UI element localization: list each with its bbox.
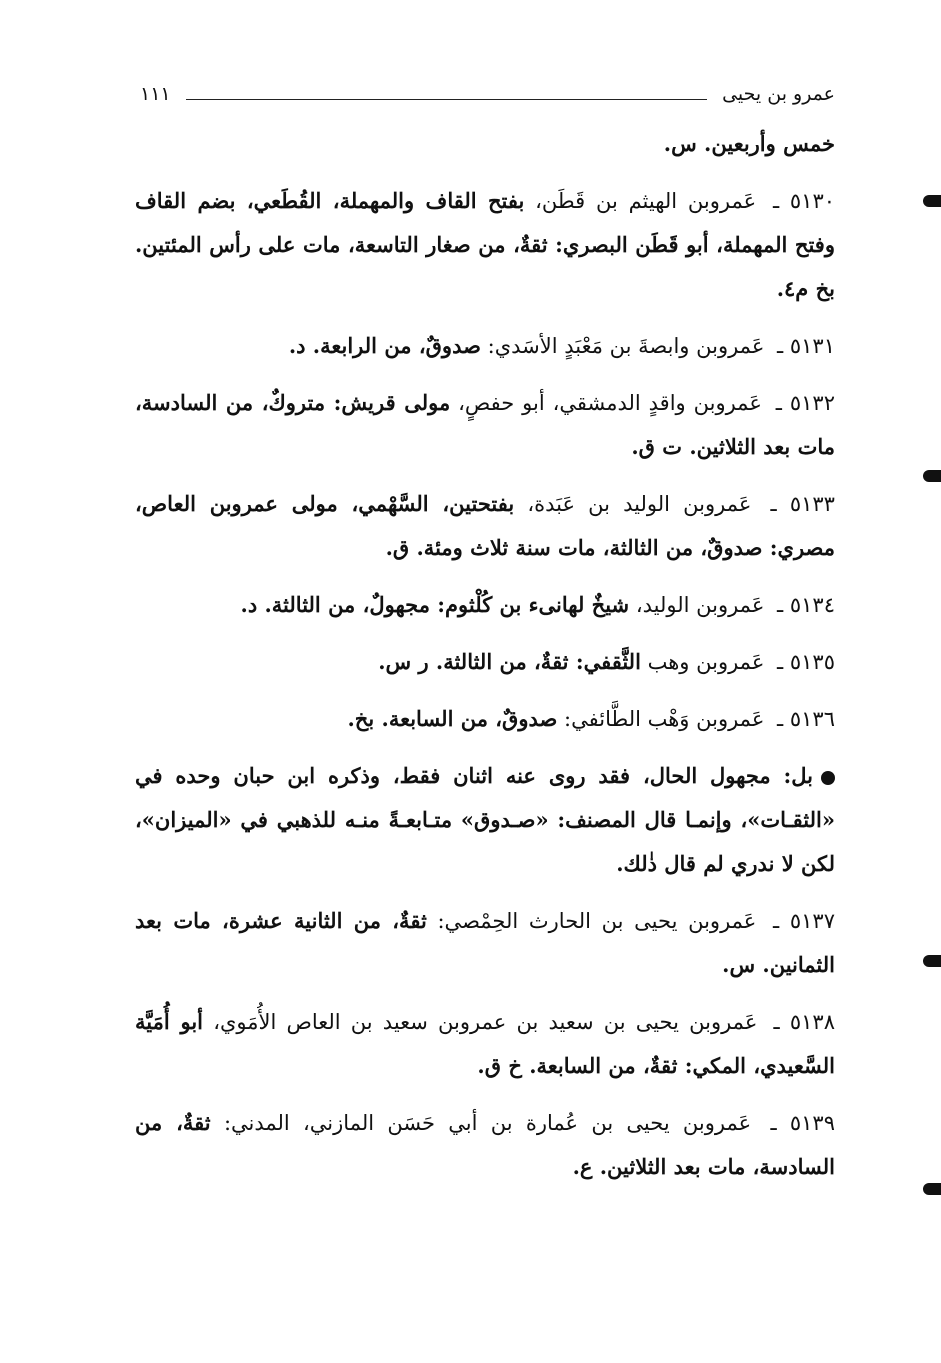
entry-text: صدوقٌ، من الرابعة. د. [288,333,481,358]
entry-5130 [135,179,835,311]
entry-number: ٥١٣٦ ـ [777,707,835,731]
entry-lead: عَمروبن يحيى بن سعيد بن عمروبن سعيد بن العاص الأُمَوي، [213,1010,758,1034]
entry-text: مولى قريش: متروكٌ، من السادسة، مات بعد الثلاثين. ت ق. [135,390,835,459]
entry-text: صدوقٌ، من السابعة. بخ. [347,706,558,731]
page-header [140,80,835,112]
entry-text: شيخٌ لهانىء بن كُلْثوم: مجهولٌ، من الثالثة. د. [240,592,630,617]
entry-5137 [135,899,835,987]
binding-mark [923,1183,941,1195]
note-text: بل: مجهول الحال، فقد روى عنه اثنان فقط، وذكره ابن حبان وحده في «الثقـات»، وإنمـا قال المصنف: «صـدوق» متـابعـةً منـه للذهبي في «الميزان»، لكن لا ندري لم قال ذٰلك. [135,763,835,876]
entry-number: ٥١٣٩ ـ [770,1111,835,1135]
entry-lead: عَمروبن وابصةَ بن مَعْبَدٍ الأسَدي: [487,334,765,358]
bullet-icon [821,771,835,785]
entry-number: ٥١٣٨ ـ [773,1010,835,1034]
entry-text: ثقةٌ، من السادسة، مات بعد الثلاثين. ع. [135,1110,835,1179]
header-rule [186,99,707,100]
continuation-line [135,122,835,166]
entry-lead: عَمروبن الوليد بن عَبَدة، [527,492,752,516]
entry-5138 [135,1000,835,1088]
entry-5135 [135,640,835,684]
entry-lead: عَمروبن يحيى بن عُمارة بن أبي حَسَن المازني، المدني: [223,1111,752,1135]
entry-5139 [135,1101,835,1189]
entry-text: أبو أُمَيَّة السَّعيدي، المكي: ثقةٌ، من السابعة. خ ق. [135,1009,835,1078]
entry-lead: عَمروبن الهيثم بن قَطَن، [535,189,757,213]
running-head: عمرو بن يحيى [722,83,835,105]
entry-text: بفتح القاف والمهملة، القُطَعي، بضم القاف وفتح المهملة، أبو قَطَن البصري: ثقةٌ، من صغار التاسعة، مات على رأس المئتين. بخ م٤. [135,188,835,301]
entry-number: ٥١٣٥ ـ [777,650,835,674]
entry-5131 [135,324,835,368]
entry-lead: عَمروبن وَهْب الطَّائفي: [564,707,765,731]
entry-lead: عَمروبن الوليد، [635,593,765,617]
page-number: ١١١ [140,83,171,105]
entry-text: ثقةٌ، من الثانية عشرة، مات بعد الثمانين. س. [135,908,835,977]
entry-text: الثَّقفي: ثقةٌ، من الثالثة. ر س. [378,649,641,674]
entry-lead: عَمروبن يحيى بن الحارث الحِمْصي: [437,909,757,933]
entry-5136 [135,697,835,741]
entry-number: ٥١٣٠ ـ [772,189,836,213]
entry-5134 [135,583,835,627]
entry-number: ٥١٣٧ ـ [773,909,835,933]
entry-5132 [135,381,835,469]
editor-note [135,754,835,886]
entry-lead: عَمروبن واقدٍ الدمشقي، أبو حفصٍ، [458,391,762,415]
entry-5133 [135,482,835,570]
continuation-text: خمس وأربعين. س. [663,131,835,156]
entry-lead: عَمروبن وهب [647,650,765,674]
entry-number: ٥١٣٤ ـ [777,593,835,617]
page-body [135,122,835,1202]
binding-mark [923,955,941,967]
entry-number: ٥١٣٣ ـ [770,492,835,516]
entry-number: ٥١٣١ ـ [777,334,835,358]
entry-text: بفتحتين، السَّهْمي، مولى عمروبن العاص، مصري: صدوقٌ، من الثالثة، مات سنة ثلاث ومئة. ق. [135,491,835,560]
binding-mark [923,195,941,207]
binding-mark [923,470,941,482]
entry-number: ٥١٣٢ ـ [775,391,835,415]
